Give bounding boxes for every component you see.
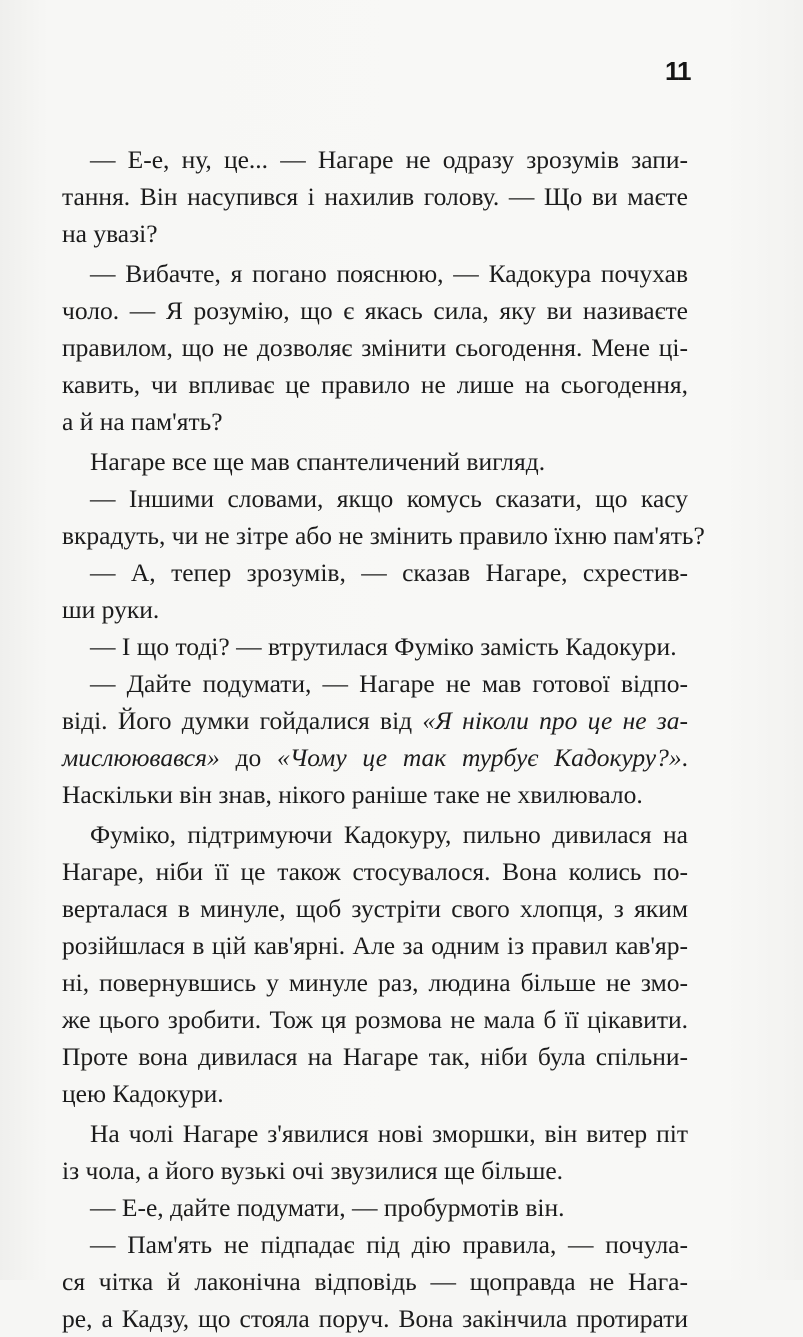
text-line (62, 739, 688, 776)
text-line: — Е-е, ну, це... — Нагаре не одразу зрозумів запи- (90, 145, 688, 174)
italic-quote: «Я ніколи про це не за- (422, 706, 688, 735)
text-line: ні, повернувшись у минуле раз, людина більше не змо- (62, 968, 688, 997)
text-line: правилом, що не дозволяє змінити сьогодення. Мене ці- (62, 333, 688, 362)
text-line: — А, тепер зрозумів, — сказав Нагаре, схрестив- (90, 558, 688, 587)
text-line: — Дайте подумати, — Нагаре не мав готової відпо- (90, 669, 688, 698)
text-line: кавить, чи впливає це правило не лише на сьогодення, (62, 370, 688, 399)
text-fragment: віді. Його думки гойдалися від (62, 706, 423, 735)
text-line: же цього зробити. Тож ця розмова не мала б її цікавити. (62, 1005, 688, 1034)
text-line: — І що тоді? — втрутилася Фуміко замість Кадокури. (90, 632, 677, 661)
text-line: а й на пам'ять? (62, 407, 223, 436)
text-line: — Вибачте, я погано пояснюю, — Кадокура почухав (90, 259, 688, 288)
text-line: Проте вона дивилася на Нагаре так, ніби була спільни- (62, 1042, 688, 1071)
page-number: 11 (665, 56, 691, 86)
text-line: вкрадуть, чи не зітре або не змінить правило їхню пам'ять? (62, 521, 705, 550)
text-line: ши руки. (62, 595, 160, 624)
text-line: — Е-е, дайте подумати, — пробурмотів він. (90, 1193, 565, 1222)
text-line: цею Кадокури. (62, 1079, 224, 1108)
italic-quote: «Чому це так турбує Кадокуру?» (276, 743, 682, 772)
text-fragment: . (681, 743, 688, 772)
text-line: на увазі? (62, 219, 158, 248)
text-fragment: до (219, 743, 277, 772)
text-line: із чола, а його вузькі очі звузилися ще більше. (62, 1156, 564, 1185)
text-line: розійшлася в цій кав'ярні. Але за одним із правил кав'яр- (62, 931, 688, 960)
text-line: Нагаре, ніби її це також стосувалося. Вона колись по- (62, 857, 688, 886)
text-line: ре, а Кадзу, що стояла поруч. Вона закінчила протирати (62, 1304, 688, 1333)
text-line: тання. Він насупився і нахилив голову. — Що ви маєте (62, 182, 688, 211)
text-line: — Пам'ять не підпадає під дію правила, — почула- (90, 1230, 688, 1259)
text-line: ся чітка й лаконічна відповідь — щоправда не Нага- (62, 1267, 688, 1296)
text-line: На чолі Нагаре з'явилися нові зморшки, він витер піт (90, 1119, 688, 1148)
text-line (62, 702, 688, 739)
text-line: Фуміко, підтримуючи Кадокуру, пильно дивилася на (90, 820, 688, 849)
text-line: Наскільки він знав, нікого раніше таке не хвилювало. (62, 780, 643, 809)
text-line: — Іншими словами, якщо комусь сказати, що касу (90, 484, 688, 513)
italic-quote: мислюювався» (62, 743, 220, 772)
body-text (62, 141, 705, 1337)
text-line: верталася в минуле, щоб зустріти свого хлопця, з яким (62, 894, 688, 923)
text-line: чоло. — Я розумію, що є якась сила, яку ви називаєте (62, 296, 688, 325)
text-line: Нагаре все ще мав спантеличений вигляд. (90, 447, 546, 476)
